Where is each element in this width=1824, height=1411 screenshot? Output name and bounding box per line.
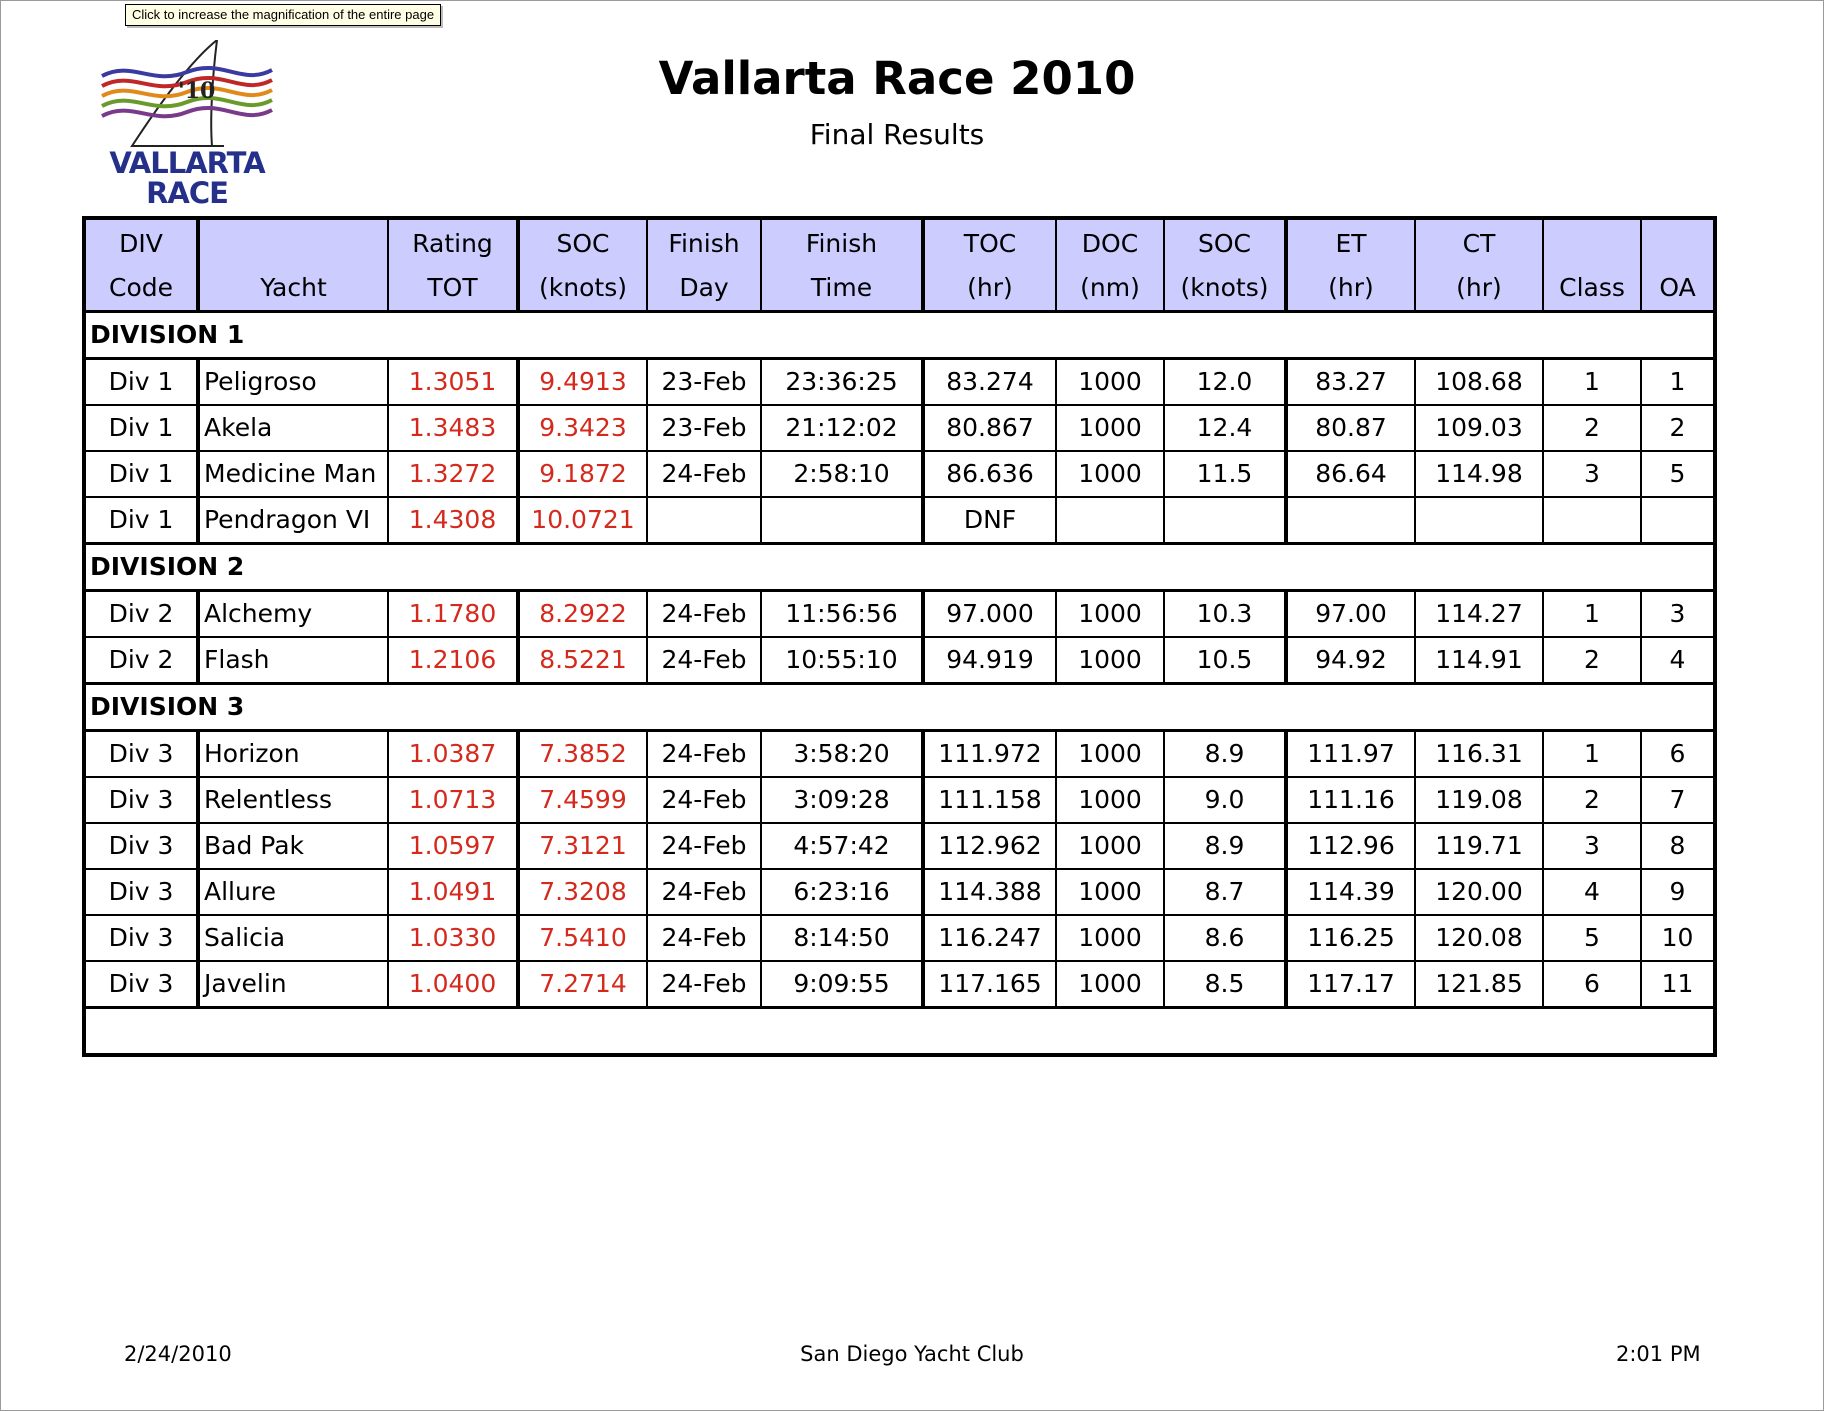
cell-yacht: Relentless — [198, 777, 388, 823]
cell-finish-time: 9:09:55 — [761, 961, 923, 1008]
header-line-1: DIV — [119, 229, 163, 258]
results-body — [84, 312, 1715, 1056]
cell-class: 2 — [1543, 637, 1641, 684]
blank-cell — [84, 1008, 1715, 1056]
cell-oa: 11 — [1641, 961, 1715, 1008]
cell-yacht: Medicine Man — [198, 451, 388, 497]
page-subtitle: Final Results — [809, 118, 985, 151]
cell-soc-knots: 9.3423 — [518, 405, 647, 451]
cell-rating-tot: 1.2106 — [388, 637, 518, 684]
cell-div-code: Div 1 — [84, 451, 198, 497]
cell-ct-hr: 114.91 — [1415, 637, 1543, 684]
cell-class — [1543, 497, 1641, 544]
cell-et-hr — [1286, 497, 1415, 544]
cell-soc-knots-2: 8.5 — [1164, 961, 1286, 1008]
cell-soc-knots: 8.2922 — [518, 591, 647, 638]
division-label: DIVISION 1 — [84, 312, 1715, 359]
cell-et-hr: 80.87 — [1286, 405, 1415, 451]
cell-soc-knots: 10.0721 — [518, 497, 647, 544]
header-class — [1543, 218, 1641, 312]
cell-soc-knots-2: 11.5 — [1164, 451, 1286, 497]
cell-yacht: Allure — [198, 869, 388, 915]
header-line-2: Class — [1559, 273, 1625, 302]
cell-div-code: Div 3 — [84, 869, 198, 915]
cell-doc-nm: 1000 — [1056, 823, 1164, 869]
cell-ct-hr: 120.00 — [1415, 869, 1543, 915]
cell-toc-hr: 111.158 — [923, 777, 1056, 823]
table-row — [84, 359, 1715, 406]
cell-yacht: Peligroso — [198, 359, 388, 406]
cell-rating-tot: 1.0330 — [388, 915, 518, 961]
header-line-2: Time — [810, 273, 873, 302]
cell-doc-nm: 1000 — [1056, 731, 1164, 778]
footer-date: 2/24/2010 — [124, 1342, 232, 1366]
header-line-2: (knots) — [1180, 273, 1269, 302]
cell-div-code: Div 2 — [84, 637, 198, 684]
cell-finish-time: 3:58:20 — [761, 731, 923, 778]
header-line-2: (hr) — [1328, 273, 1374, 302]
cell-div-code: Div 1 — [84, 497, 198, 544]
footer-time: 2:01 PM — [1616, 1342, 1701, 1366]
cell-finish-time: 3:09:28 — [761, 777, 923, 823]
header-line-1: Rating — [412, 229, 493, 258]
cell-finish-day: 24-Feb — [647, 777, 761, 823]
cell-div-code: Div 2 — [84, 591, 198, 638]
cell-toc-hr: 94.919 — [923, 637, 1056, 684]
cell-rating-tot: 1.0400 — [388, 961, 518, 1008]
cell-et-hr: 114.39 — [1286, 869, 1415, 915]
header-line-2: OA — [1659, 273, 1696, 302]
cell-doc-nm: 1000 — [1056, 777, 1164, 823]
header-line-1: Finish — [805, 229, 878, 258]
cell-yacht: Bad Pak — [198, 823, 388, 869]
logo-badge: '10 — [178, 78, 216, 104]
cell-finish-day: 24-Feb — [647, 591, 761, 638]
cell-div-code: Div 3 — [84, 823, 198, 869]
cell-doc-nm — [1056, 497, 1164, 544]
cell-soc-knots: 9.4913 — [518, 359, 647, 406]
cell-et-hr: 83.27 — [1286, 359, 1415, 406]
header-line-2: (nm) — [1080, 273, 1140, 302]
cell-soc-knots-2: 8.7 — [1164, 869, 1286, 915]
cell-soc-knots-2: 8.9 — [1164, 823, 1286, 869]
results-table — [82, 216, 1717, 1057]
cell-toc-hr: 116.247 — [923, 915, 1056, 961]
header-line-1: Finish — [668, 229, 740, 258]
cell-toc-hr: 86.636 — [923, 451, 1056, 497]
division-label: DIVISION 3 — [84, 684, 1715, 731]
table-row — [84, 823, 1715, 869]
cell-oa: 5 — [1641, 451, 1715, 497]
table-row — [84, 869, 1715, 915]
logo-line-1: VALLARTA — [109, 146, 265, 180]
header-line-2: Code — [108, 273, 173, 302]
cell-toc-hr: 112.962 — [923, 823, 1056, 869]
cell-et-hr: 111.16 — [1286, 777, 1415, 823]
cell-soc-knots: 7.3852 — [518, 731, 647, 778]
cell-class: 3 — [1543, 823, 1641, 869]
cell-class: 1 — [1543, 731, 1641, 778]
cell-doc-nm: 1000 — [1056, 405, 1164, 451]
header-row — [84, 218, 1715, 312]
cell-finish-day: 24-Feb — [647, 961, 761, 1008]
header-ct-hr — [1415, 218, 1543, 312]
cell-soc-knots-2: 8.6 — [1164, 915, 1286, 961]
cell-toc-hr: 97.000 — [923, 591, 1056, 638]
table-row — [84, 915, 1715, 961]
cell-et-hr: 116.25 — [1286, 915, 1415, 961]
cell-yacht: Akela — [198, 405, 388, 451]
cell-rating-tot: 1.0491 — [388, 869, 518, 915]
table-row — [84, 405, 1715, 451]
cell-yacht: Pendragon VI — [198, 497, 388, 544]
cell-finish-day: 24-Feb — [647, 823, 761, 869]
blank-row — [84, 1008, 1715, 1056]
cell-finish-day: 23-Feb — [647, 359, 761, 406]
header-et-hr — [1286, 218, 1415, 312]
table-row — [84, 451, 1715, 497]
cell-finish-day: 24-Feb — [647, 731, 761, 778]
header-soc-knots-2 — [1164, 218, 1286, 312]
cell-ct-hr: 114.27 — [1415, 591, 1543, 638]
cell-oa: 3 — [1641, 591, 1715, 638]
cell-oa: 8 — [1641, 823, 1715, 869]
cell-soc-knots: 8.5221 — [518, 637, 647, 684]
cell-soc-knots: 7.4599 — [518, 777, 647, 823]
cell-toc-hr: 80.867 — [923, 405, 1056, 451]
cell-ct-hr — [1415, 497, 1543, 544]
cell-rating-tot: 1.0713 — [388, 777, 518, 823]
table-row — [84, 497, 1715, 544]
header-line-2: Day — [679, 273, 729, 302]
cell-et-hr: 117.17 — [1286, 961, 1415, 1008]
cell-finish-time: 21:12:02 — [761, 405, 923, 451]
cell-finish-time: 10:55:10 — [761, 637, 923, 684]
header-rating-tot — [388, 218, 518, 312]
cell-div-code: Div 3 — [84, 915, 198, 961]
cell-div-code: Div 3 — [84, 777, 198, 823]
cell-class: 3 — [1543, 451, 1641, 497]
cell-ct-hr: 109.03 — [1415, 405, 1543, 451]
magnify-tooltip: Click to increase the magnification of the entire page — [125, 4, 441, 26]
table-row — [84, 591, 1715, 638]
cell-soc-knots-2: 8.9 — [1164, 731, 1286, 778]
cell-yacht: Salicia — [198, 915, 388, 961]
header-soc-knots — [518, 218, 647, 312]
header-line-2: Yacht — [260, 273, 327, 302]
cell-et-hr: 97.00 — [1286, 591, 1415, 638]
cell-oa — [1641, 497, 1715, 544]
cell-rating-tot: 1.4308 — [388, 497, 518, 544]
cell-soc-knots-2: 12.4 — [1164, 405, 1286, 451]
cell-soc-knots-2: 9.0 — [1164, 777, 1286, 823]
header-line-2: (hr) — [967, 273, 1013, 302]
cell-div-code: Div 1 — [84, 405, 198, 451]
cell-finish-day: 24-Feb — [647, 915, 761, 961]
cell-soc-knots: 7.3121 — [518, 823, 647, 869]
cell-toc-hr: 111.972 — [923, 731, 1056, 778]
cell-doc-nm: 1000 — [1056, 359, 1164, 406]
cell-finish-day — [647, 497, 761, 544]
cell-doc-nm: 1000 — [1056, 869, 1164, 915]
cell-ct-hr: 108.68 — [1415, 359, 1543, 406]
cell-toc-hr: DNF — [923, 497, 1056, 544]
division-header-row — [84, 312, 1715, 359]
cell-finish-day: 24-Feb — [647, 637, 761, 684]
cell-doc-nm: 1000 — [1056, 637, 1164, 684]
footer-club: San Diego Yacht Club — [800, 1342, 1024, 1366]
cell-toc-hr: 114.388 — [923, 869, 1056, 915]
cell-rating-tot: 1.0597 — [388, 823, 518, 869]
header-toc-hr — [923, 218, 1056, 312]
table-row — [84, 637, 1715, 684]
cell-class: 1 — [1543, 591, 1641, 638]
header-line-1: SOC — [556, 229, 610, 258]
cell-soc-knots-2: 10.5 — [1164, 637, 1286, 684]
cell-div-code: Div 3 — [84, 961, 198, 1008]
cell-oa: 6 — [1641, 731, 1715, 778]
header-line-2: (hr) — [1456, 273, 1502, 302]
cell-oa: 9 — [1641, 869, 1715, 915]
cell-oa: 2 — [1641, 405, 1715, 451]
cell-finish-time: 23:36:25 — [761, 359, 923, 406]
cell-finish-day: 24-Feb — [647, 869, 761, 915]
cell-soc-knots: 7.3208 — [518, 869, 647, 915]
cell-oa: 1 — [1641, 359, 1715, 406]
cell-finish-time: 2:58:10 — [761, 451, 923, 497]
cell-finish-time: 8:14:50 — [761, 915, 923, 961]
cell-rating-tot: 1.1780 — [388, 591, 518, 638]
cell-oa: 4 — [1641, 637, 1715, 684]
header-line-1: ET — [1335, 229, 1367, 258]
cell-oa: 7 — [1641, 777, 1715, 823]
header-div-code — [84, 218, 198, 312]
table-row — [84, 731, 1715, 778]
cell-soc-knots: 7.2714 — [518, 961, 647, 1008]
cell-ct-hr: 119.71 — [1415, 823, 1543, 869]
table-row — [84, 777, 1715, 823]
cell-doc-nm: 1000 — [1056, 591, 1164, 638]
cell-yacht: Javelin — [198, 961, 388, 1008]
cell-finish-time: 11:56:56 — [761, 591, 923, 638]
division-label: DIVISION 2 — [84, 544, 1715, 591]
logo-line-2: RACE — [146, 176, 228, 210]
cell-finish-time: 6:23:16 — [761, 869, 923, 915]
cell-doc-nm: 1000 — [1056, 451, 1164, 497]
cell-class: 2 — [1543, 405, 1641, 451]
cell-toc-hr: 117.165 — [923, 961, 1056, 1008]
page-title: Vallarta Race 2010 — [658, 52, 1136, 105]
division-header-row — [84, 684, 1715, 731]
header-finish-day — [647, 218, 761, 312]
cell-div-code: Div 3 — [84, 731, 198, 778]
division-header-row — [84, 544, 1715, 591]
header-oa — [1641, 218, 1715, 312]
header-line-1: DOC — [1081, 229, 1139, 258]
cell-class: 1 — [1543, 359, 1641, 406]
cell-yacht: Horizon — [198, 731, 388, 778]
header-yacht — [198, 218, 388, 312]
cell-ct-hr: 121.85 — [1415, 961, 1543, 1008]
cell-finish-time: 4:57:42 — [761, 823, 923, 869]
cell-class: 2 — [1543, 777, 1641, 823]
cell-rating-tot: 1.3483 — [388, 405, 518, 451]
header-line-1: TOC — [963, 229, 1017, 258]
cell-div-code: Div 1 — [84, 359, 198, 406]
header-line-2: TOT — [427, 273, 478, 302]
cell-oa: 10 — [1641, 915, 1715, 961]
cell-soc-knots: 7.5410 — [518, 915, 647, 961]
cell-yacht: Flash — [198, 637, 388, 684]
cell-class: 5 — [1543, 915, 1641, 961]
cell-rating-tot: 1.3051 — [388, 359, 518, 406]
cell-rating-tot: 1.3272 — [388, 451, 518, 497]
cell-finish-time — [761, 497, 923, 544]
cell-doc-nm: 1000 — [1056, 915, 1164, 961]
cell-finish-day: 24-Feb — [647, 451, 761, 497]
cell-doc-nm: 1000 — [1056, 961, 1164, 1008]
cell-rating-tot: 1.0387 — [388, 731, 518, 778]
cell-class: 6 — [1543, 961, 1641, 1008]
header-line-1: SOC — [1197, 229, 1251, 258]
cell-soc-knots-2: 12.0 — [1164, 359, 1286, 406]
cell-soc-knots-2 — [1164, 497, 1286, 544]
cell-toc-hr: 83.274 — [923, 359, 1056, 406]
cell-ct-hr: 114.98 — [1415, 451, 1543, 497]
cell-class: 4 — [1543, 869, 1641, 915]
cell-et-hr: 86.64 — [1286, 451, 1415, 497]
cell-et-hr: 111.97 — [1286, 731, 1415, 778]
header-doc-nm — [1056, 218, 1164, 312]
header-line-1: CT — [1462, 229, 1496, 258]
cell-et-hr: 112.96 — [1286, 823, 1415, 869]
table-row — [84, 961, 1715, 1008]
cell-ct-hr: 120.08 — [1415, 915, 1543, 961]
header-finish-time — [761, 218, 923, 312]
cell-soc-knots-2: 10.3 — [1164, 591, 1286, 638]
cell-ct-hr: 119.08 — [1415, 777, 1543, 823]
header-line-2: (knots) — [539, 273, 627, 302]
cell-ct-hr: 116.31 — [1415, 731, 1543, 778]
cell-et-hr: 94.92 — [1286, 637, 1415, 684]
cell-soc-knots: 9.1872 — [518, 451, 647, 497]
cell-yacht: Alchemy — [198, 591, 388, 638]
cell-finish-day: 23-Feb — [647, 405, 761, 451]
